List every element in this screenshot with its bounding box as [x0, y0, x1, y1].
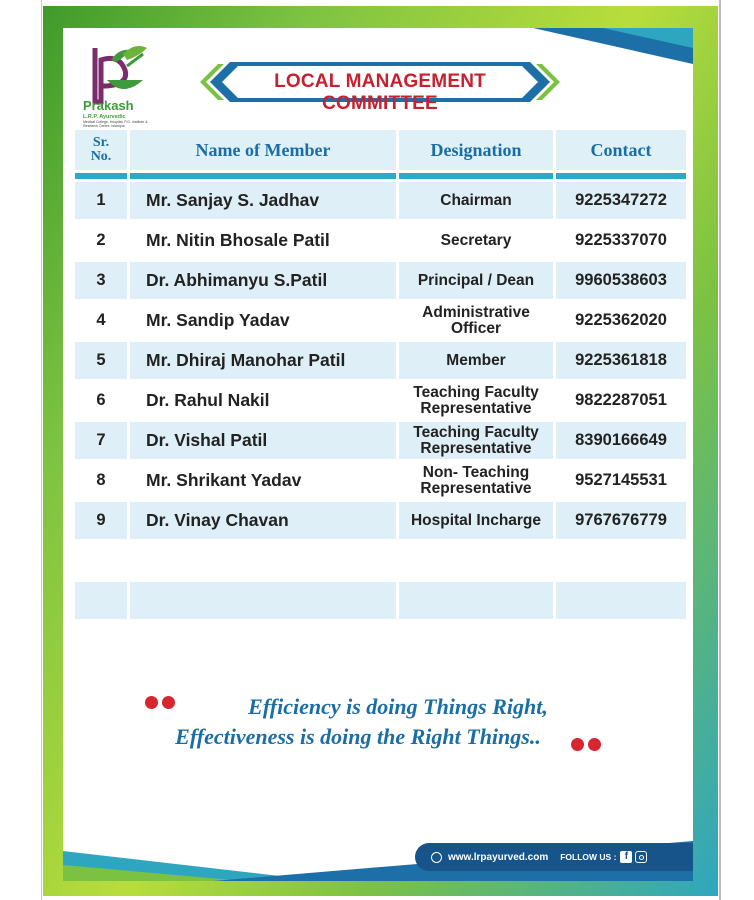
cell-contact: 9767676779 [556, 502, 686, 539]
cell-sr-no [75, 622, 127, 659]
cell-contact: 9527145531 [556, 462, 686, 499]
cell-contact: 9225362020 [556, 302, 686, 339]
table-row [75, 502, 686, 539]
cell-designation: Hospital Incharge [399, 502, 553, 539]
table-row [75, 262, 686, 299]
cell-designation: Chairman [399, 182, 553, 219]
header-sr-label: Sr. No. [90, 135, 112, 164]
cell-member-name: Dr. Abhimanyu S.Patil [130, 262, 396, 299]
cell-sr-no: 8 [75, 462, 127, 499]
cell-contact [556, 622, 686, 659]
table-row [75, 222, 686, 259]
quote-open-icon [145, 696, 179, 714]
cell-contact: 9960538603 [556, 262, 686, 299]
cell-contact: 9225361818 [556, 342, 686, 379]
quote-block [63, 692, 693, 752]
cell-contact [556, 542, 686, 579]
cell-sr-no: 9 [75, 502, 127, 539]
cell-designation [399, 582, 553, 619]
brand-subtitle-line: L.R.P. Ayurvedic [83, 114, 126, 120]
cell-sr-no: 3 [75, 262, 127, 299]
cell-designation: Teaching Faculty Representative [399, 422, 553, 459]
cell-member-name: Mr. Nitin Bhosale Patil [130, 222, 396, 259]
cell-member-name: Mr. Shrikant Yadav [130, 462, 396, 499]
page-edge-right [719, 0, 721, 900]
cell-sr-no: 5 [75, 342, 127, 379]
cell-member-name: Dr. Vishal Patil [130, 422, 396, 459]
cell-designation: Member [399, 342, 553, 379]
facebook-icon[interactable]: f [620, 851, 632, 863]
members-table [72, 127, 689, 662]
brand-tagline: Medical College, Hospital, P.G. Institute & Research Centre, Islampur [83, 120, 148, 128]
title-banner [200, 58, 560, 114]
brand-subtitle [83, 114, 163, 128]
header-sr-no [75, 130, 127, 170]
cell-member-name: Dr. Vinay Chavan [130, 502, 396, 539]
cell-designation: Teaching Faculty Representative [399, 382, 553, 419]
cell-sr-no [75, 582, 127, 619]
quote-line-1: Efficiency is doing Things Right, [248, 694, 548, 719]
table-row [75, 622, 686, 659]
instagram-icon[interactable] [635, 851, 647, 863]
cell-contact: 9822287051 [556, 382, 686, 419]
page-title: LOCAL MANAGEMENT COMMITTEE [274, 71, 486, 114]
table-row [75, 302, 686, 339]
table-row [75, 182, 686, 219]
poster-card [63, 28, 693, 881]
cell-sr-no: 6 [75, 382, 127, 419]
follow-label: FOLLOW US : [560, 852, 617, 862]
quote-close-icon [571, 738, 605, 756]
cell-contact: 9225337070 [556, 222, 686, 259]
globe-icon [431, 852, 442, 863]
cell-member-name [130, 622, 396, 659]
table-row [75, 382, 686, 419]
footer-bar [415, 843, 693, 871]
divider-cell [399, 173, 553, 179]
cell-sr-no [75, 542, 127, 579]
cell-member-name: Dr. Rahul Nakil [130, 382, 396, 419]
table-row [75, 542, 686, 579]
page-edge-left [41, 0, 42, 900]
table-row [75, 462, 686, 499]
divider-cell [556, 173, 686, 179]
table-row [75, 582, 686, 619]
header-contact: Contact [556, 130, 686, 170]
cell-sr-no: 7 [75, 422, 127, 459]
cell-contact: 8390166649 [556, 422, 686, 459]
cell-contact: 9225347272 [556, 182, 686, 219]
cell-member-name [130, 582, 396, 619]
website-link[interactable]: www.lrpayurved.com [448, 851, 549, 863]
divider-cell [75, 173, 127, 179]
brand-name: Prakash [83, 98, 134, 113]
cell-designation: Secretary [399, 222, 553, 259]
cell-designation: Non- Teaching Representative [399, 462, 553, 499]
cell-member-name: Mr. Sandip Yadav [130, 302, 396, 339]
table-header-row [75, 130, 686, 170]
cell-designation [399, 622, 553, 659]
cell-member-name [130, 542, 396, 579]
cell-contact [556, 582, 686, 619]
cell-sr-no: 1 [75, 182, 127, 219]
table-row [75, 422, 686, 459]
header-divider [75, 173, 686, 179]
cell-member-name: Mr. Dhiraj Manohar Patil [130, 342, 396, 379]
table-row [75, 342, 686, 379]
cell-designation: Administrative Officer [399, 302, 553, 339]
cell-designation: Principal / Dean [399, 262, 553, 299]
cell-designation [399, 542, 553, 579]
divider-cell [130, 173, 396, 179]
header-designation: Designation [399, 130, 553, 170]
corner-decoration-accent [603, 28, 693, 48]
cell-sr-no: 2 [75, 222, 127, 259]
member-rows [75, 182, 686, 659]
cell-member-name: Mr. Sanjay S. Jadhav [130, 182, 396, 219]
header-name: Name of Member [130, 130, 396, 170]
quote-line-2: Effectiveness is doing the Right Things.. [175, 724, 541, 749]
cell-sr-no: 4 [75, 302, 127, 339]
